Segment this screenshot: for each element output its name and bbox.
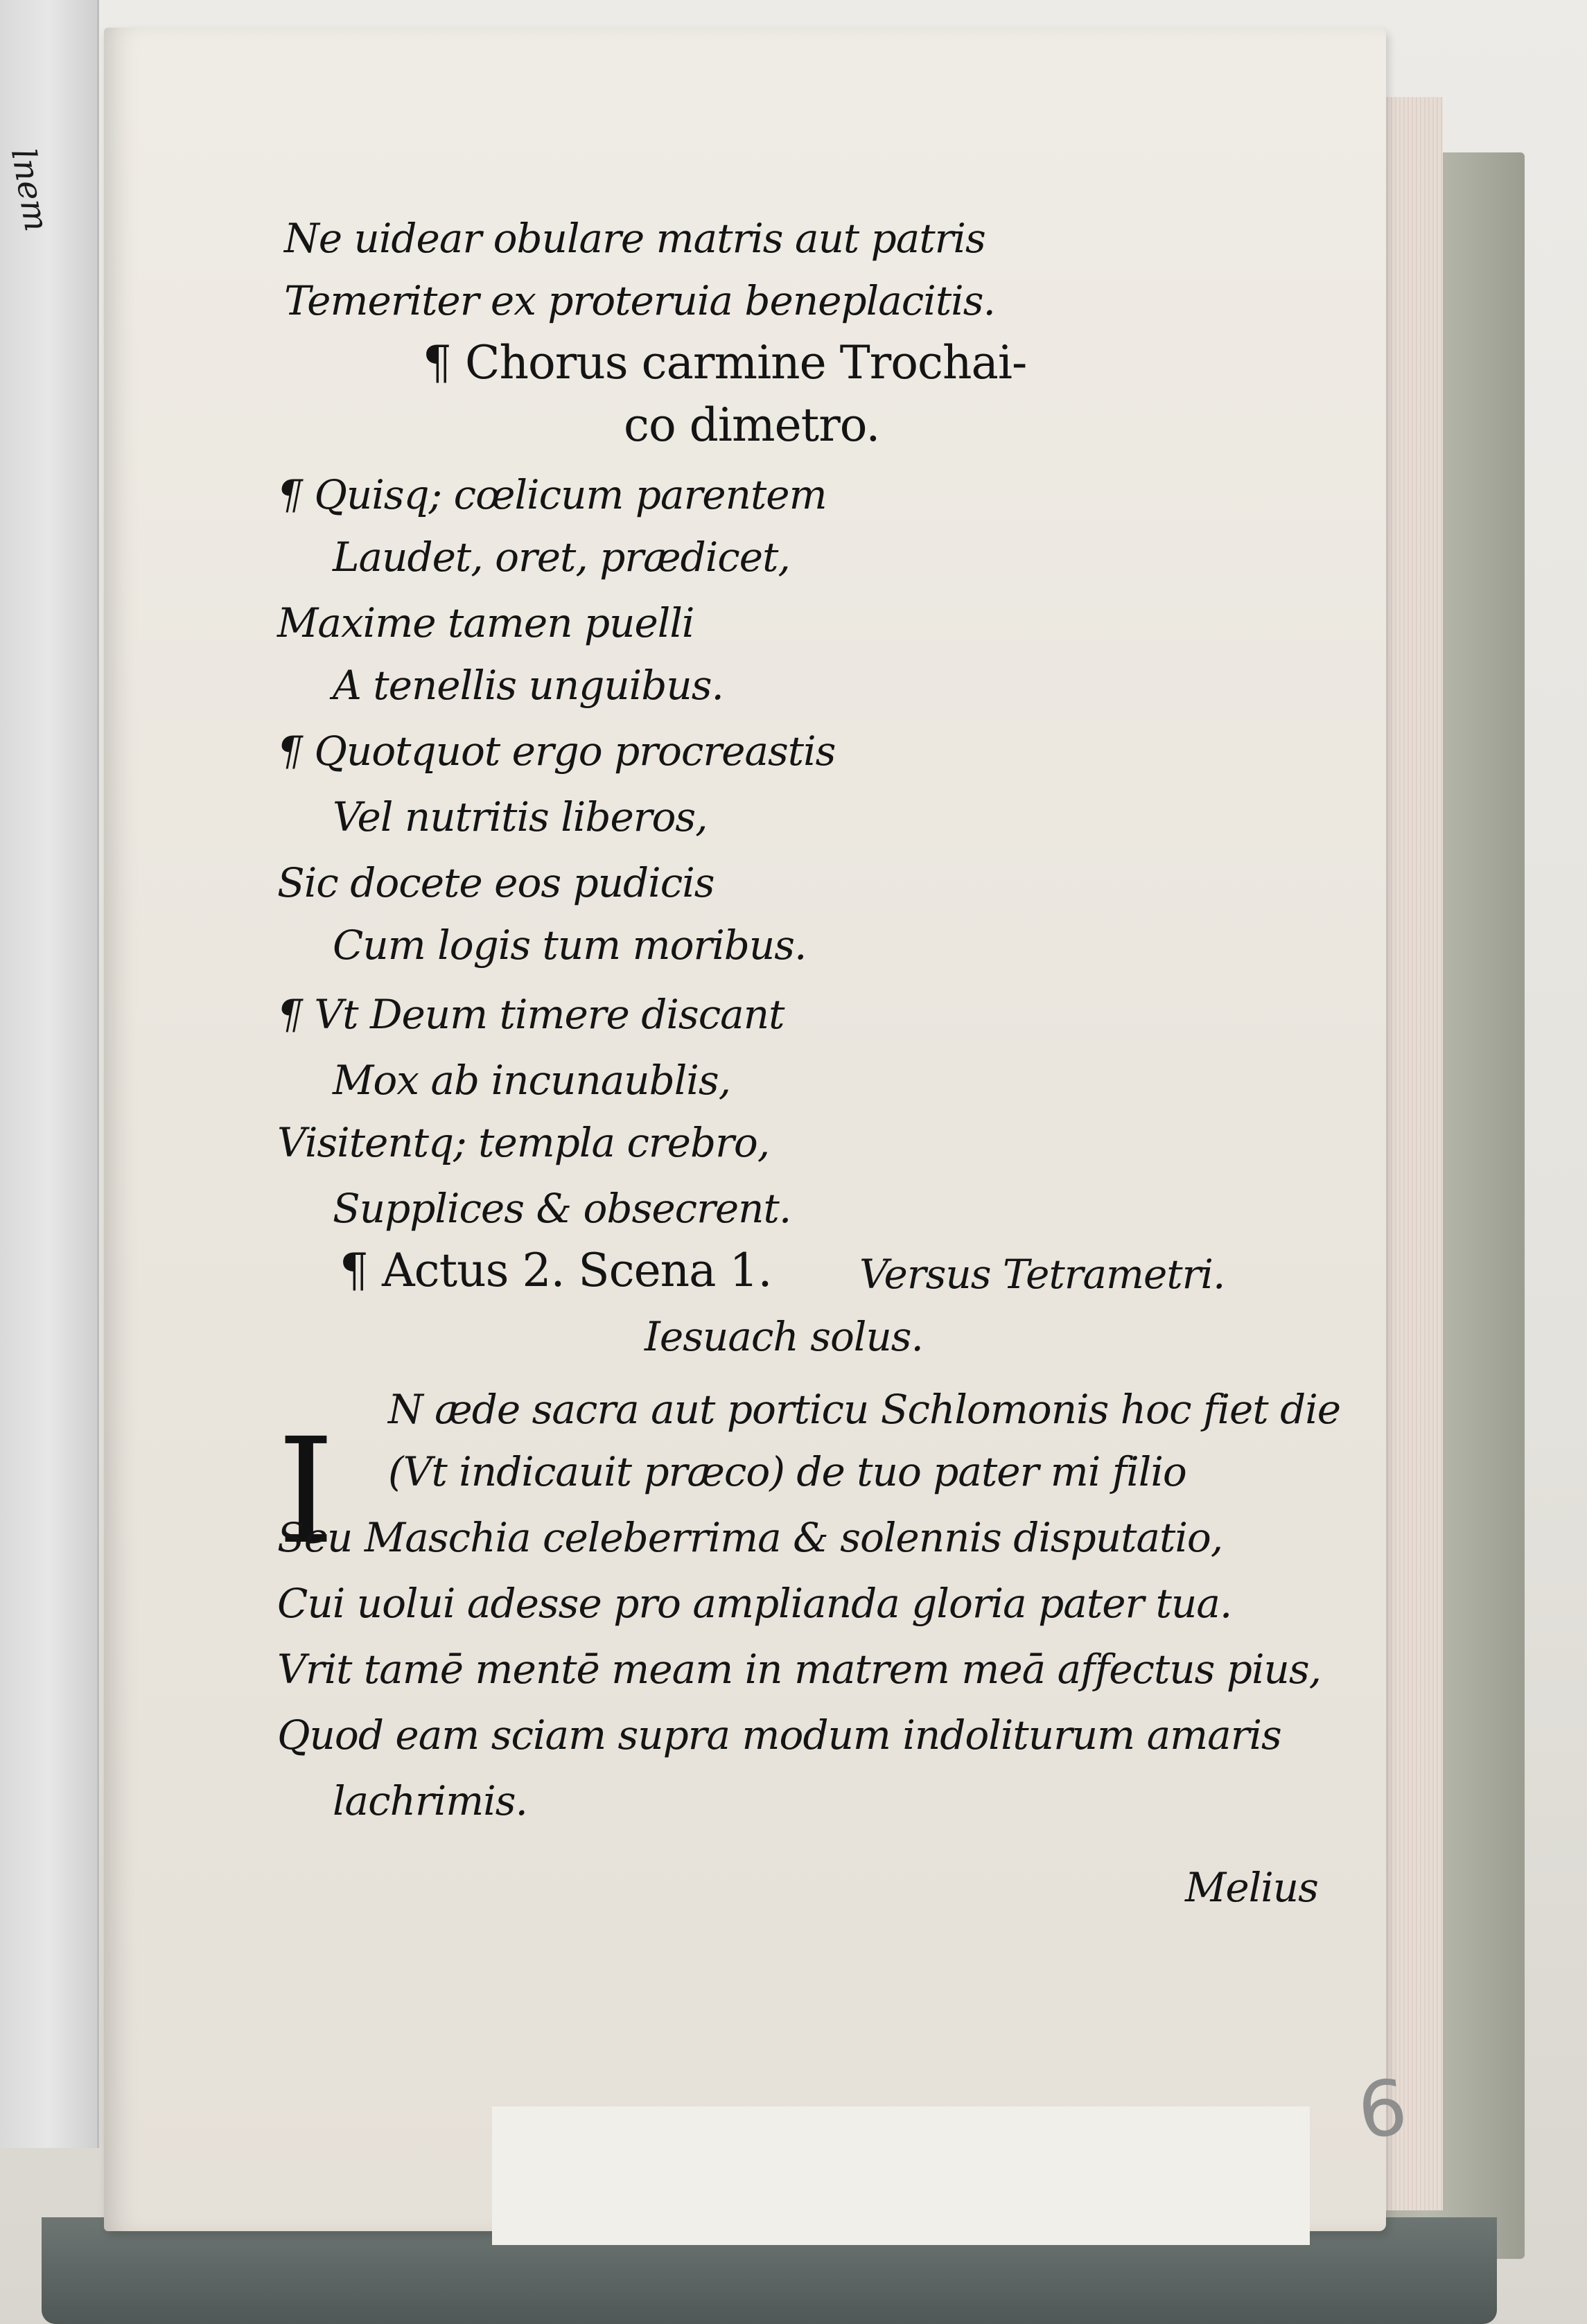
prose-line-4: Cui uolui adesse pro amplianda gloria pater tua. (277, 1580, 1232, 1627)
prose-line-7: lachrimis. (333, 1777, 527, 1824)
prose-line-3: Seu Maschia celeberrima & solennis disputatio, (277, 1514, 1223, 1561)
verse-line-3: Maxime tamen puelli (277, 599, 694, 646)
act-heading-meter: Versus Tetrametri. (859, 1251, 1225, 1298)
prose-line-2: (Vt indicauit præco) de tuo pater mi filio (388, 1448, 1186, 1495)
verse-line-2: Laudet, oret, prædicet, (333, 534, 790, 581)
verse-line-8: Cum logis tum moribus. (333, 922, 807, 969)
prose-line-1: N æde sacra aut porticu Schlomonis hoc fiet die (388, 1386, 1341, 1433)
verse-line-4: A tenellis unguibus. (333, 662, 724, 709)
text-line-1: Ne uidear obulare matris aut patris (284, 215, 985, 262)
verse-line-7: Sic docete eos pudicis (277, 859, 714, 906)
page-number: 6 (1353, 2062, 1412, 2156)
verse-line-12: Supplices & obsecrent. (333, 1185, 791, 1232)
verse-line-9: ¶ Vt Deum timere discant (277, 991, 784, 1038)
catchword: Melius (1185, 1864, 1318, 1911)
section-heading-2: co dimetro. (624, 398, 880, 452)
section-heading-1: ¶ Chorus carmine Trochai- (423, 336, 1027, 389)
verse-line-1: ¶ Quisq; cœlicum parentem (277, 471, 827, 518)
page-edges (1379, 97, 1443, 2210)
speaker-line: Iesuach solus. (645, 1313, 923, 1360)
left-page-fragment: lnem (3, 146, 56, 235)
prose-line-6: Quod eam sciam supra modum indoliturum amaris (277, 1711, 1281, 1759)
act-heading: ¶ Actus 2. Scena 1. (340, 1244, 772, 1297)
text-line-2: Temeriter ex proteruia beneplacitis. (284, 277, 995, 324)
drop-cap: I (277, 1407, 335, 1576)
left-page (0, 0, 99, 2148)
verse-line-11: Visitentq; templa crebro, (277, 1119, 770, 1166)
book-page (104, 28, 1412, 2231)
prose-line-5: Vrit tamē mentē meam in matrem meā affectus pius, (277, 1646, 1322, 1693)
verse-line-10: Mox ab incunaublis, (333, 1057, 731, 1104)
verse-line-6: Vel nutritis liberos, (333, 793, 708, 840)
verse-line-5: ¶ Quotquot ergo procreastis (277, 728, 836, 775)
page-patch (492, 2106, 1310, 2245)
